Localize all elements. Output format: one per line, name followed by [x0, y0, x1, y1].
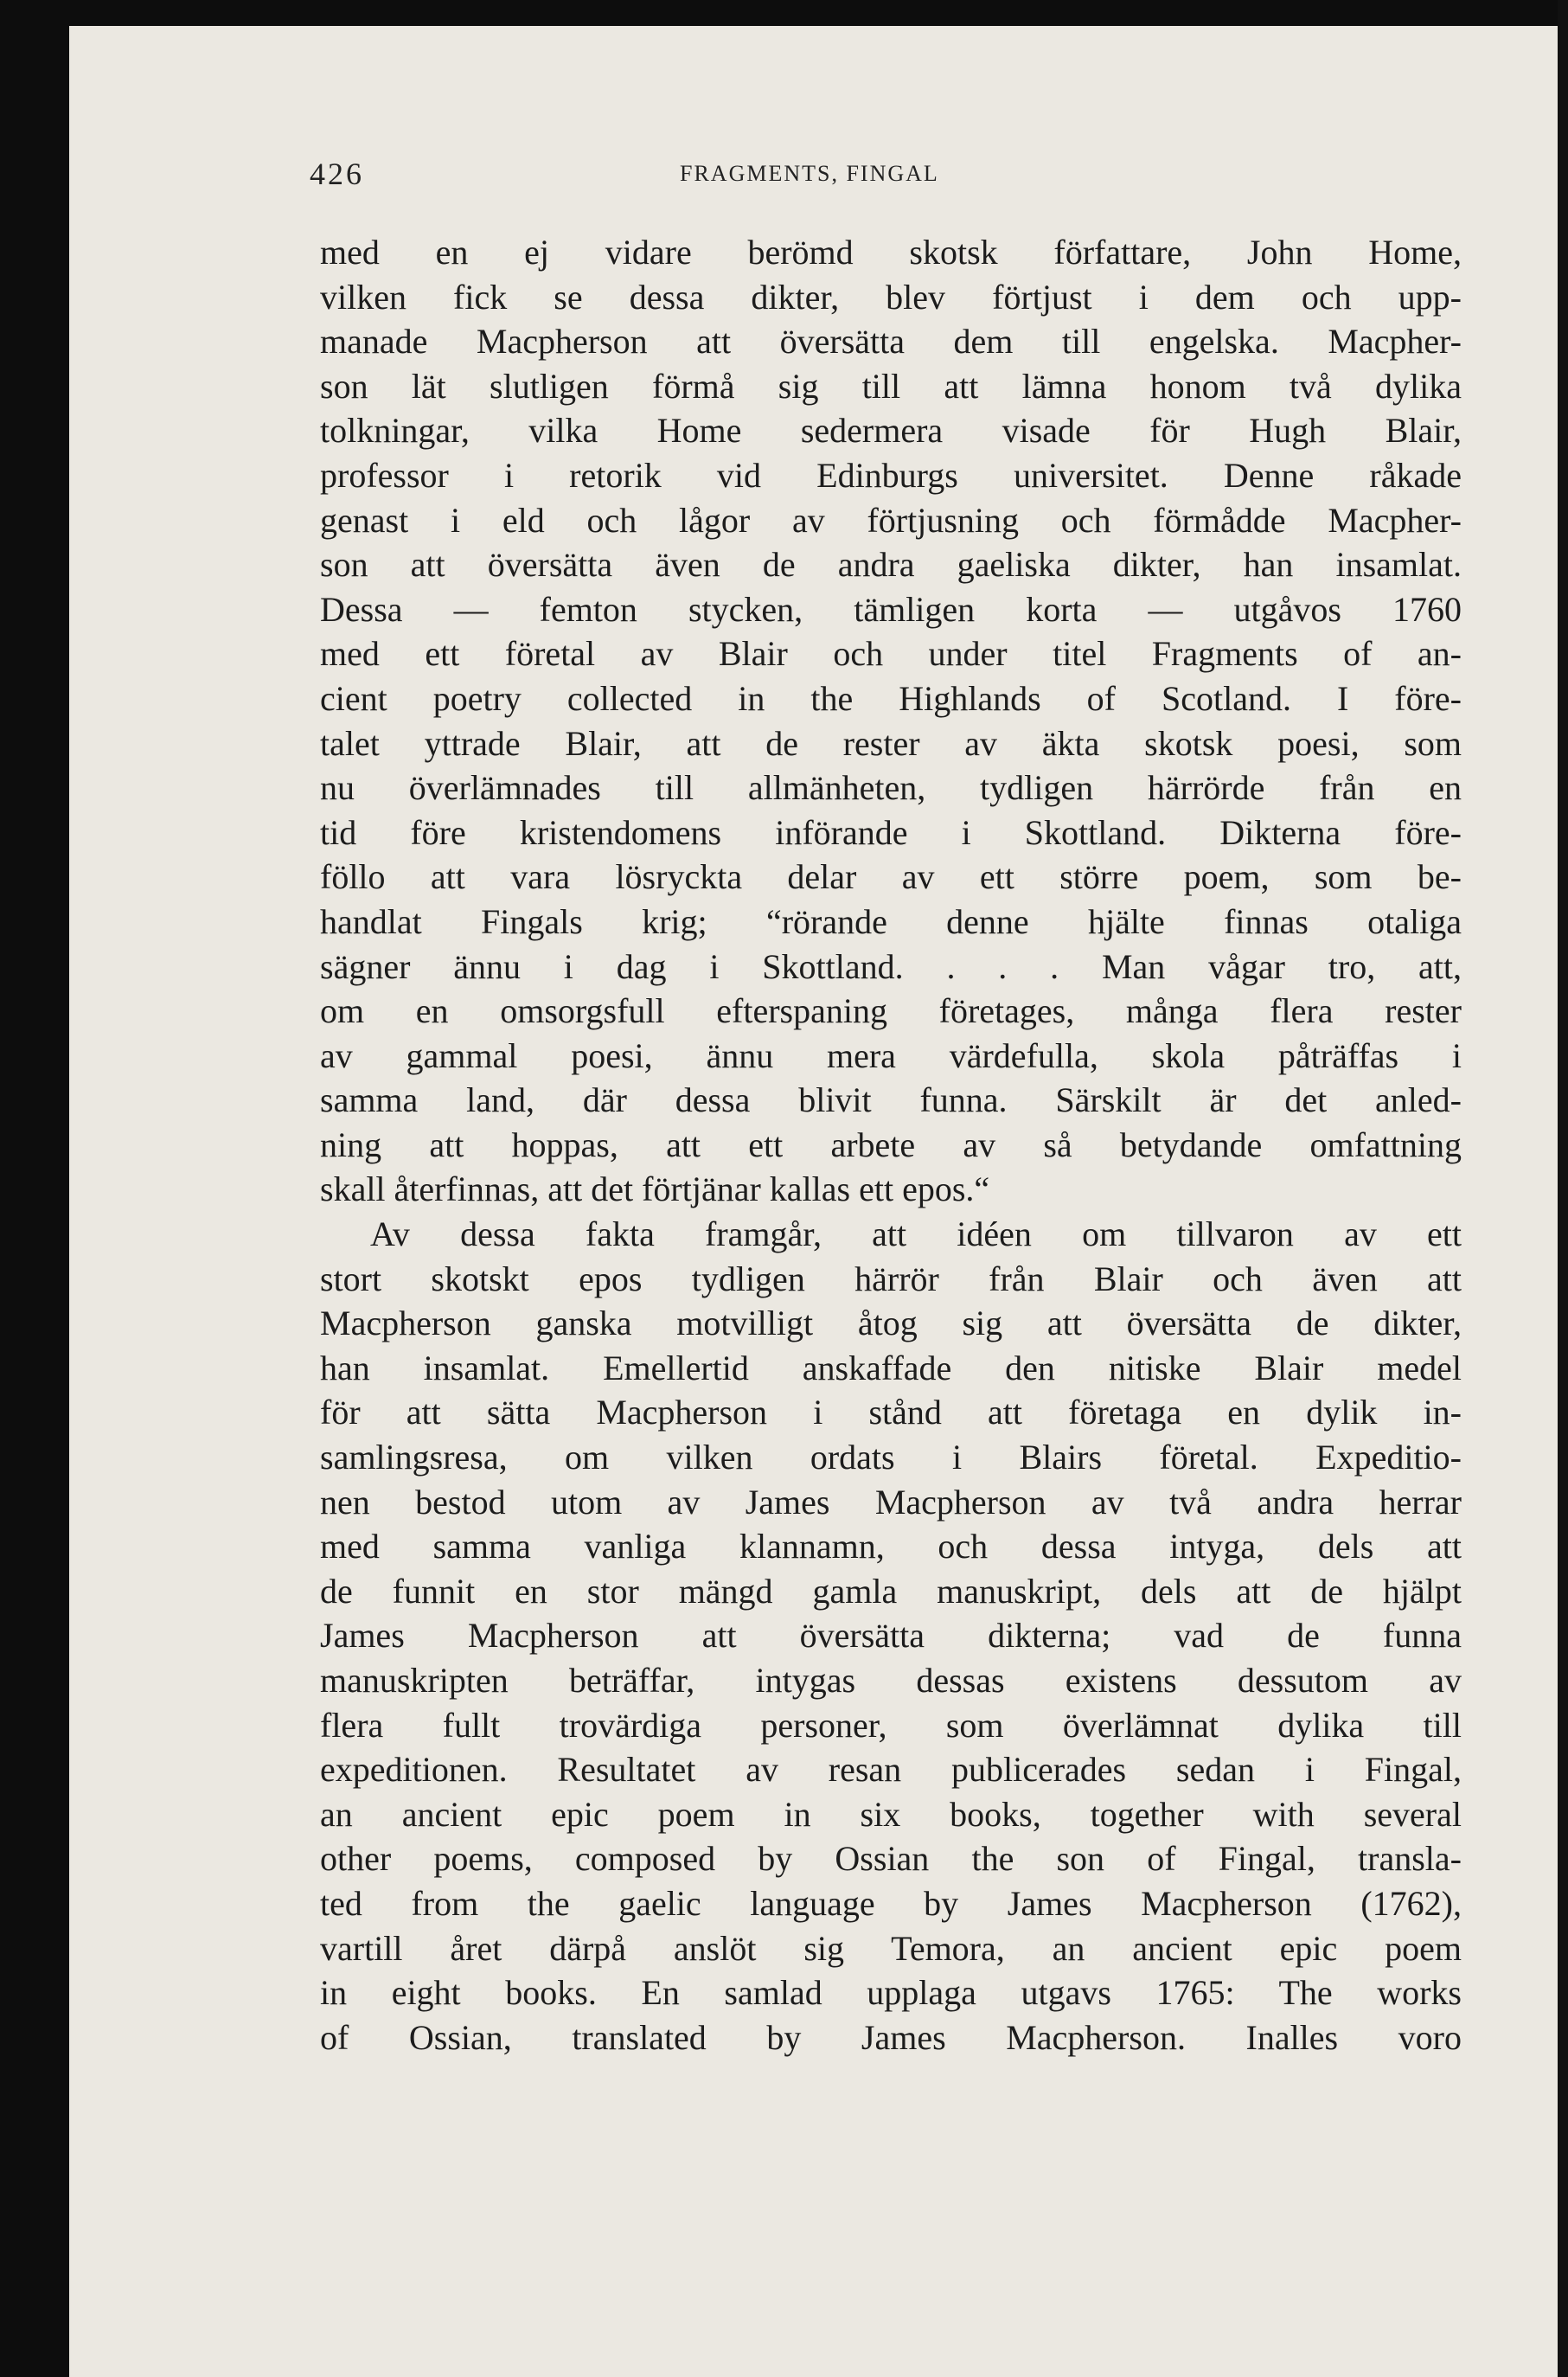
text-line: genast i eld och lågor av förtjusning och förmådde Macpher- — [320, 500, 1462, 540]
text-line: handlat Fingals krig; “rörande denne hjälte finnas otaliga — [320, 901, 1462, 941]
text-line: de funnit en stor mängd gamla manuskript, dels att de hjälpt — [320, 1571, 1462, 1611]
text-line: sägner ännu i dag i Skottland. . . . Man vågar tro, att, — [320, 946, 1462, 986]
text-line: stort skotskt epos tydligen härrör från Blair och även att — [320, 1259, 1462, 1298]
scan-border — [1558, 0, 1568, 2377]
text-line: nen bestod utom av James Macpherson av två andra herrar — [320, 1482, 1462, 1522]
text-line: ted from the gaelic language by James Macpherson (1762), — [320, 1883, 1462, 1923]
text-line: other poems, composed by Ossian the son of Fingal, transla- — [320, 1839, 1462, 1879]
text-line: för att sätta Macpherson i stånd att företaga en dylik in- — [320, 1393, 1462, 1432]
text-line: nu överlämnades till allmänheten, tydligen härrörde från en — [320, 768, 1462, 808]
text-line: med en ej vidare berömd skotsk författare, John Home, — [320, 233, 1462, 272]
text-line: ning att hoppas, att ett arbete av så betydande omfattning — [320, 1124, 1462, 1164]
text-line: Macpherson ganska motvilligt åtog sig att översätta de dikter, — [320, 1304, 1462, 1343]
text-line: med samma vanliga klannamn, och dessa intyga, dels att — [320, 1527, 1462, 1567]
text-line: samlingsresa, om vilken ordats i Blairs företal. Expeditio- — [320, 1438, 1462, 1477]
text-line: talet yttrade Blair, att de rester av äkta skotsk poesi, som — [320, 723, 1462, 763]
body-text — [320, 230, 1462, 2060]
text-line: vartill året därpå anslöt sig Temora, an ancient epic poem — [320, 1928, 1462, 1968]
paragraph-first-line: Av dessa fakta framgår, att idéen om tillvaron av ett — [370, 1214, 1462, 1254]
text-line: vilken fick se dessa dikter, blev förtjust i dem och upp- — [320, 277, 1462, 317]
text-line: flera fullt trovärdiga personer, som överlämnat dylika till — [320, 1705, 1462, 1745]
page-number: 426 — [310, 157, 364, 191]
text-line: expeditionen. Resultatet av resan publicerades sedan i Fingal, — [320, 1750, 1462, 1790]
text-line: professor i retorik vid Edinburgs universitet. Denne råkade — [320, 455, 1462, 495]
text-line: föllo att vara lösryckta delar av ett större poem, som be- — [320, 857, 1462, 897]
text-line: om en omsorgsfull efterspaning företages, många flera rester — [320, 991, 1462, 1031]
text-line: manuskripten beträffar, intygas dessas existens dessutom av — [320, 1661, 1462, 1700]
text-line: of Ossian, translated by James Macpherson. Inalles voro — [320, 2017, 1462, 2057]
running-head: FRAGMENTS, FINGAL — [680, 161, 939, 186]
text-line: manade Macpherson att översätta dem till engelska. Macpher- — [320, 322, 1462, 362]
text-line: an ancient epic poem in six books, together with several — [320, 1794, 1462, 1834]
text-line: samma land, där dessa blivit funna. Särskilt är det anled- — [320, 1080, 1462, 1120]
text-line: James Macpherson att översätta dikterna; vad de funna — [320, 1616, 1462, 1656]
text-line: tid före kristendomens införande i Skottland. Dikterna före- — [320, 812, 1462, 852]
text-line: cient poetry collected in the Highlands of Scotland. I före- — [320, 678, 1462, 718]
text-line: han insamlat. Emellertid anskaffade den nitiske Blair medel — [320, 1348, 1462, 1387]
text-line: in eight books. En samlad upplaga utgavs 1765: The works — [320, 1973, 1462, 2013]
text-line: son lät slutligen förmå sig till att lämna honom två dylika — [320, 366, 1462, 406]
text-line: med ett företal av Blair och under titel Fragments of an- — [320, 634, 1462, 674]
page-header — [310, 156, 1088, 208]
text-line: av gammal poesi, ännu mera värdefulla, skola påträffas i — [320, 1035, 1462, 1075]
text-line: Dessa — femton stycken, tämligen korta — utgåvos 1760 — [320, 589, 1462, 629]
paragraph-end-line: skall återfinnas, att det förtjänar kallas ett epos.“ — [320, 1169, 990, 1209]
text-line: tolkningar, vilka Home sedermera visade för Hugh Blair, — [320, 411, 1462, 451]
text-line: son att översätta även de andra gaeliska dikter, han insamlat. — [320, 545, 1462, 585]
